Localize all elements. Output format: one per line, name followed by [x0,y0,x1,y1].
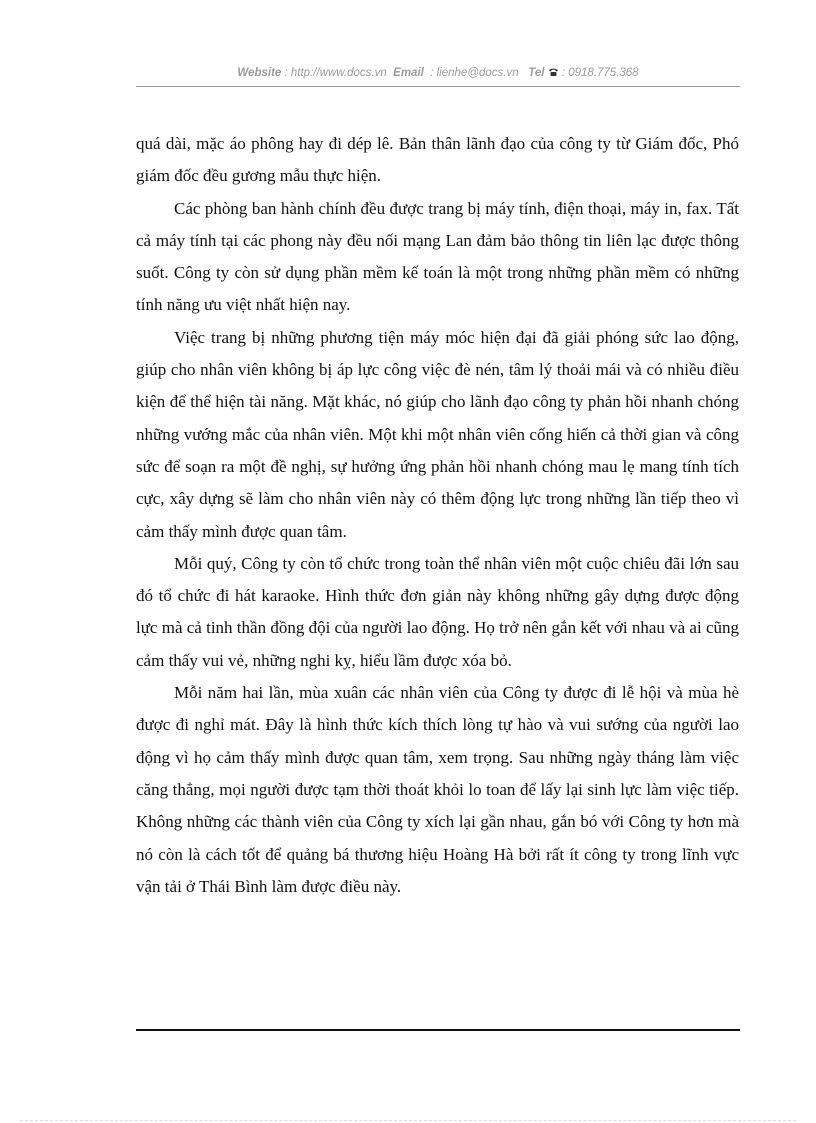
phone-icon [548,67,559,79]
footer-divider [136,1029,740,1031]
website-value[interactable]: : http://www.docs.vn [284,67,387,79]
document-body [136,128,739,903]
tel-value: : 0918.775.368 [561,67,639,79]
paragraph: Mỗi quý, Công ty còn tổ chức trong toàn thể nhân viên một cuộc chiêu đãi lớn sau đó tổ chức đi hát karaoke. Hình thức đơn giản này không những gây dựng được động lực mà cả tinh thần đồng đội của người lao động. Họ trở nên gắn kết với nhau và ai cũng cảm thấy vui vẻ, những nghi kỵ, hiểu lầm được xóa bỏ. [136,553,739,670]
paragraph: Việc trang bị những phương tiện máy móc hiện đại đã giải phóng sức lao động, giúp cho nhân viên không bị áp lực công việc đè nén, tâm lý thoải mái và có nhiều điều kiện để thể hiện tài năng. Mặt khác, nó giúp cho lãnh đạo công ty phản hồi nhanh chóng những vướng mắc của nhân viên. Một khi một nhân viên cống hiến cả thời gian và công sức để soạn ra một đề nghị, sự hưởng ứng phản hồi nhanh chóng mau lẹ mang tính tích cực, xây dựng sẽ làm cho nhân viên này có thêm động lực trong những lần tiếp theo vì cảm thấy mình được quan tâm. [136,327,739,541]
email-value[interactable]: : lienhe@docs.vn [430,67,519,79]
page-header [136,67,740,79]
paragraph: Các phòng ban hành chính đều được trang bị máy tính, điện thoại, máy in, fax. Tất cả máy tính tại các phong này đều nối mạng Lan đảm bảo thông tin liên lạc được thông suốt. Công ty còn sử dụng phần mềm kế toán là một trong những phần mềm có những tính năng ưu việt nhất hiện nay. [136,198,739,315]
paragraph: Mỗi năm hai lần, mùa xuân các nhân viên của Công ty được đi lễ hội và mùa hè được đi nghỉ mát. Đây là hình thức kích thích lòng tự hào và vui sướng của người lao động vì họ cảm thấy mình được quan tâm, xem trọng. Sau những ngày tháng làm việc căng thẳng, mọi người được tạm thời thoát khỏi lo toan để lấy lại sinh lực làm việc tiếp. Không những các thành viên của Công ty xích lại gần nhau, gắn bó với Công ty hơn mà nó còn là cách tốt để quảng bá thương hiệu Hoàng Hà bởi rất ít công ty trong lĩnh vực vận tải ở Thái Bình làm được điều này. [136,683,739,896]
email-label: Email [393,67,424,79]
tel-label: Tel [528,67,545,79]
header-divider [136,86,740,87]
paragraph: quá dài, mặc áo phông hay đi dép lê. Bản thân lãnh đạo của công ty từ Giám đốc, Phó giám đốc đều gương mẫu thực hiện. [136,134,739,186]
page-edge [20,1120,796,1121]
website-label: Website [237,67,282,79]
